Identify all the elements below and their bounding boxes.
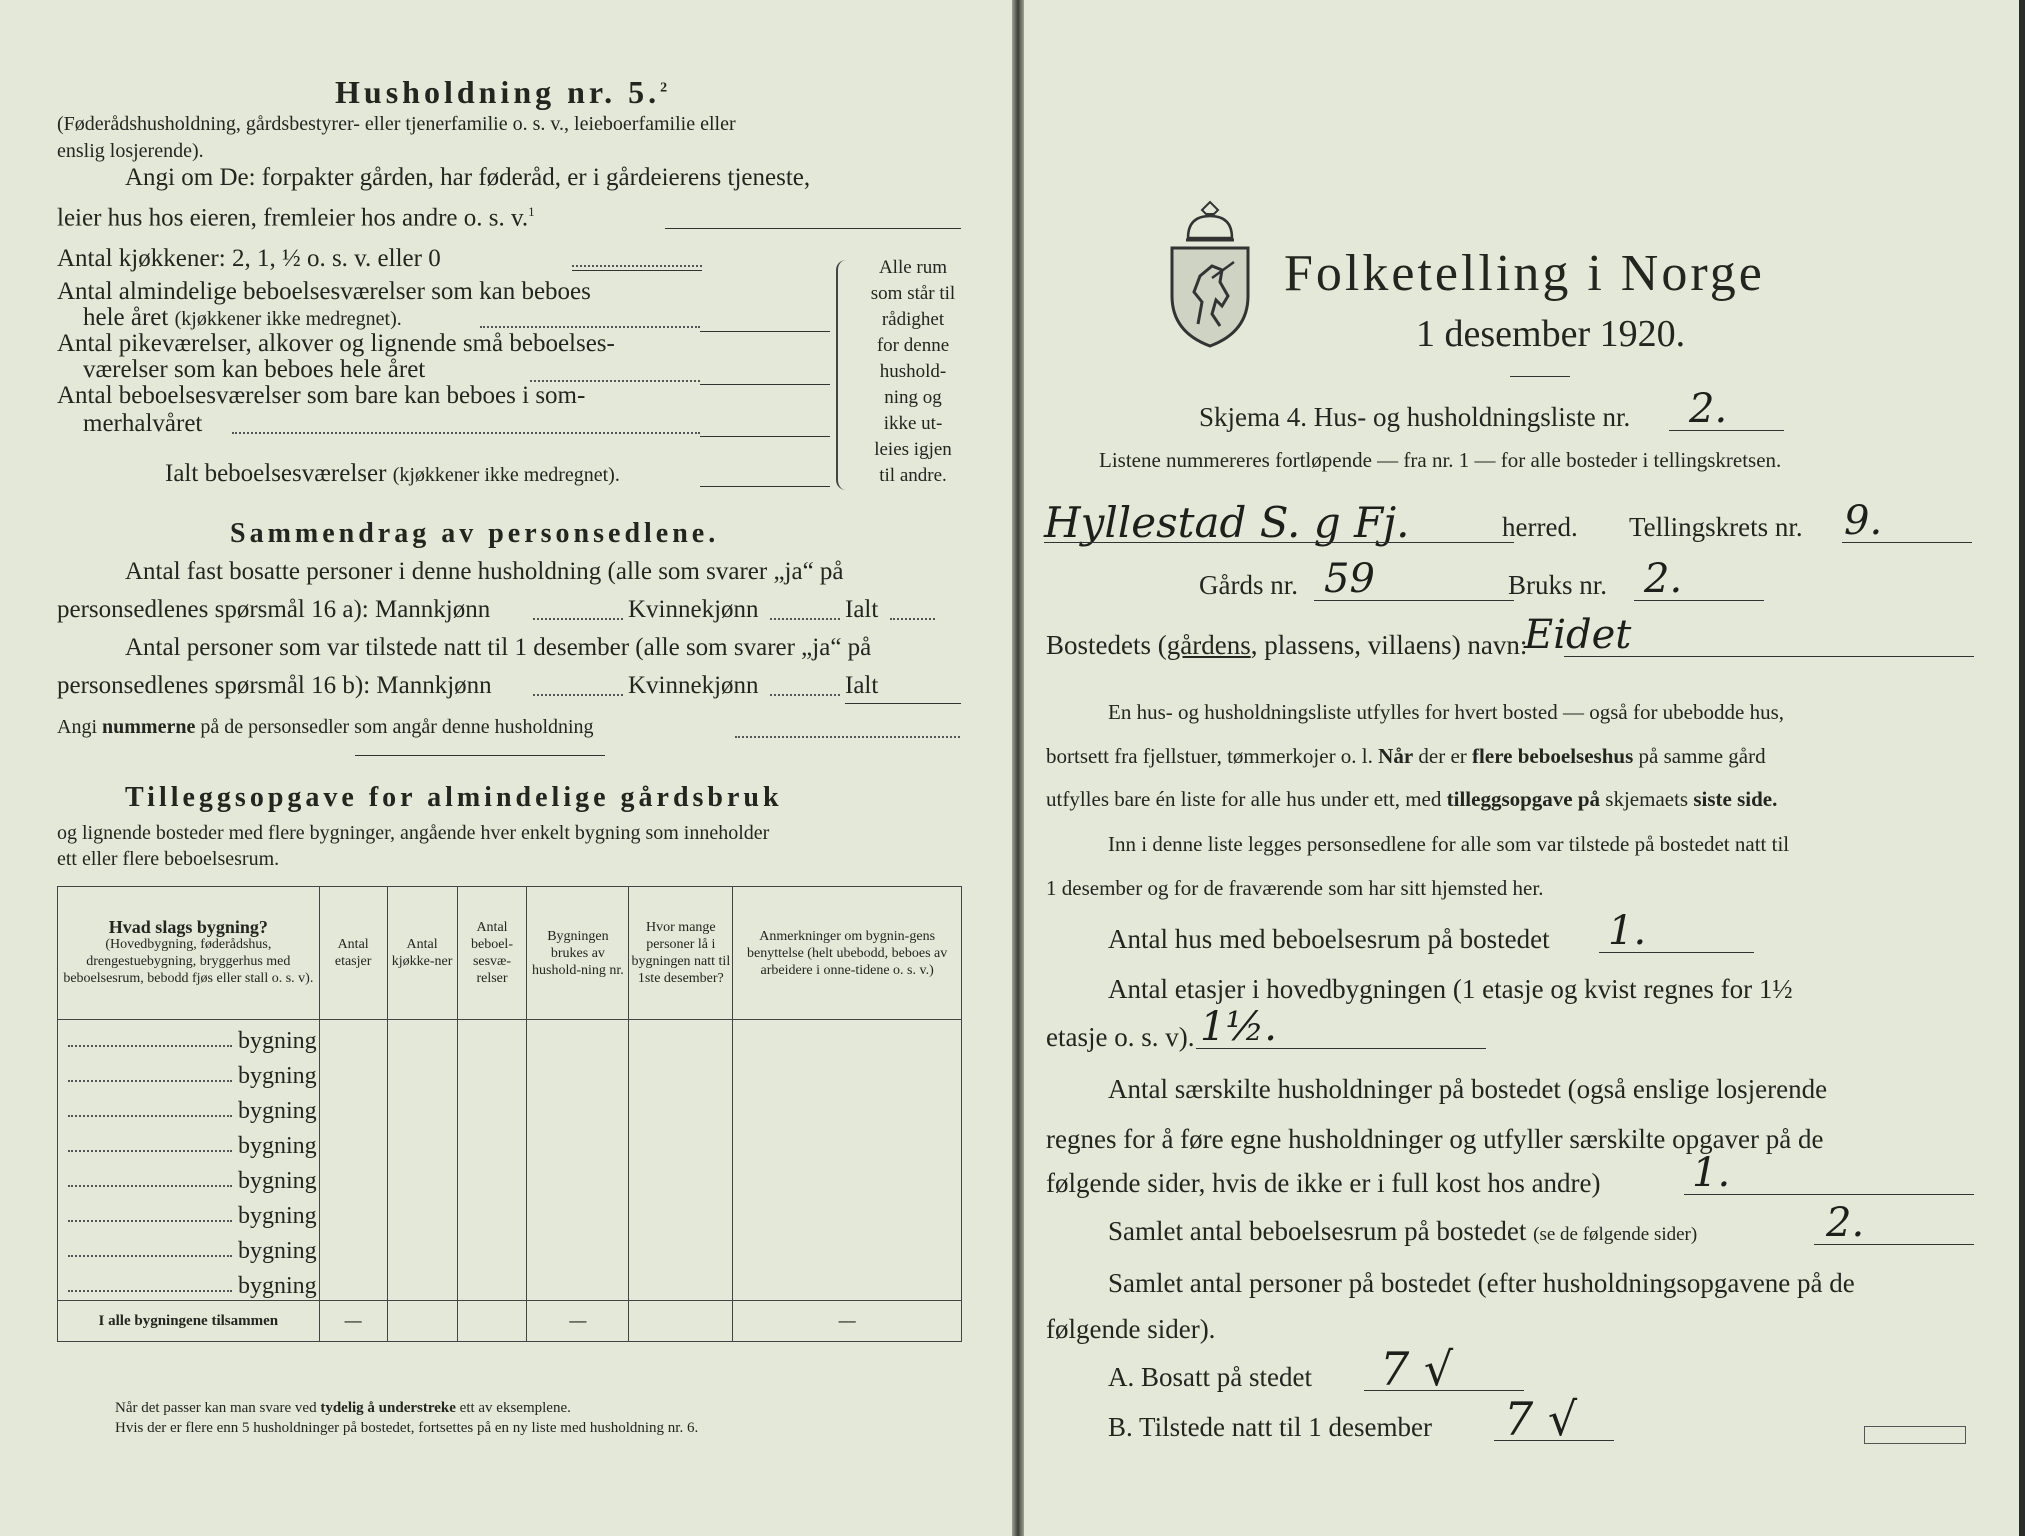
coat-of-arms-icon [1164,200,1256,355]
book-spine [1012,0,1024,1536]
household-note: (Føderådshusholdning, gårdsbestyrer- eller tjenerfamilie o. s. v., leieboerfamilie eller [57,113,736,135]
summary-1-female-field [770,618,840,620]
table-row [58,1125,962,1160]
rooms-3-label: Antal beboelsesværelser som bare kan beboes i som- [57,382,586,409]
summary-line-1: Antal fast bosatte personer i denne husholdning (alle som svarer „ja“ på [125,558,844,585]
kitchens-label: Antal kjøkkener: 2, 1, ½ o. s. v. eller 0 [57,245,441,272]
q-houses-answer-line [1599,952,1754,953]
brace-bracket [836,260,856,490]
bosted-answer: Eidet [1524,612,1632,658]
total-floors-dash: — [319,1301,387,1342]
q-floors-label: Antal etasjer i hovedbygningen (1 etasje og kvist regnes for 1½ [1108,974,1793,1004]
q-households-answer: 1. [1692,1150,1731,1196]
rooms-2-answer-line [700,384,830,385]
table-row [58,1230,962,1265]
footnote-1: Når det passer kan man svare ved tydelig å understreke ett av eksemplene. [115,1400,571,1416]
rooms-1-answer-line [700,331,830,332]
supplement-line-1: og lignende bosteder med flere bygninger, angående hver enkelt bygning som inneholder [57,822,770,844]
gards-answer-line [1314,600,1514,601]
kitchens-dots [572,265,702,267]
summary-line-1b: personsedlenes spørsmål 16 a): Mannkjønn [57,596,491,623]
gards-label: Gårds nr. [1199,570,1298,600]
summary-2-female-label: Kvinnekjønn [628,672,759,699]
q-floors-answer-line [1196,1048,1486,1049]
herred-label: herred. [1502,512,1578,542]
col-kitchens: Antal kjøkke-ner [387,887,457,1020]
left-page [0,0,1012,1536]
household-note-2: enslig losjerende). [57,140,204,162]
form-date: 1 desember 1920. [1416,313,1686,355]
summary-2-total-label: Ialt [845,672,879,699]
para-1a: En hus- og husholdningsliste utfylles for hvert bosted — også for ubebodde hus, [1108,700,1784,724]
tellingskrets-answer-line [1842,542,1972,543]
summary-1-female-label: Kvinnekjønn [628,596,759,623]
supplement-line-2: ett eller flere beboelsesrum. [57,848,280,870]
resident-label: A. Bosatt på stedet [1108,1362,1312,1392]
summary-line-2: Antal personer som var tilstede natt til 1 desember (alle som svarer „ja“ på [125,634,872,661]
total-remarks-dash: — [733,1301,962,1342]
schema-answer: 2. [1689,386,1728,432]
angi-answer-line [665,228,961,229]
q-floors-answer: 1½. [1200,1004,1277,1050]
rooms-2-label: Antal pikeværelser, alkover og lignende små beboelses- [57,330,615,357]
row-label: bygning [237,1133,317,1159]
table-row [58,1160,962,1195]
table-row [58,1265,962,1301]
resident-answer: 7 √ [1380,1342,1454,1396]
side-note: Alle rum som står til rådighet for denne hushold- ning og ikke ut- leies igjen til andre. [870,257,956,486]
kitchens-answer-line [572,270,702,271]
para-2b: 1 desember og for de fraværende som har sitt hjemsted her. [1046,876,1544,900]
total-rooms-answer-line [700,486,830,487]
q-houses-answer: 1. [1608,908,1647,954]
row-label: bygning [237,1098,317,1124]
total-rooms-label: Ialt beboelsesværelser (kjøkkener ikke medregnet). [165,460,620,487]
bosted-label: Bostedets (gårdens, plassens, villaens) navn: [1046,630,1528,660]
rooms-3-label-b: merhalvåret [83,410,203,437]
row-label: bygning [237,1273,317,1299]
q-floors-label-b: etasje o. s. v). [1046,1022,1195,1052]
row-label: bygning [237,1203,317,1229]
summary-2-male-field [533,694,623,696]
total-household-dash: — [527,1301,629,1342]
summary-1-male-field [533,618,623,620]
section-divider [355,755,605,756]
form-title: Folketelling i Norge [1284,245,1765,302]
present-answer: 7 √ [1504,1392,1578,1446]
para-1c: utfylles bare én liste for alle hus under ett, med tilleggsopgave på skjemaets siste side. [1046,787,1778,811]
summary-1-total-label: Ialt [845,596,879,623]
col-building-type: Hvad slags bygning? (Hovedbygning, føderådshus, drengestuebygning, bryggerhus med beboelsesrum, bebodd fjøs eller stall o. s. v). [58,887,320,1020]
q-rooms-answer: 2. [1826,1200,1865,1246]
row-label: bygning [237,1028,317,1054]
row-label: bygning [237,1238,317,1264]
col-persons: Hvor mange personer lå i bygningen natt til 1ste desember? [629,887,733,1020]
bruks-answer-line [1634,600,1764,601]
col-remarks: Anmerkninger om bygnin-gens benyttelse (helt ubebodd, beboes av arbeidere i onne-tidene o. s. v.) [733,887,962,1020]
numbering-note: Listene nummereres fortløpende — fra nr. 1 — for alle bosteder i tellingskretsen. [1099,448,1782,472]
summary-line-2b: personsedlenes spørsmål 16 b): Mannkjønn [57,672,492,699]
rooms-2-label-b: værelser som kan beboes hele året [83,356,426,383]
col-household-nr: Bygningen brukes av hushold-ning nr. [527,887,629,1020]
bruks-answer: 2. [1644,556,1683,602]
supplement-title: Tilleggsopgave for almindelige gårdsbruk [125,782,783,813]
q-households-label: Antal særskilte husholdninger på bostedet (også enslige losjerende [1108,1074,1828,1104]
summary-title: Sammendrag av personsedlene. [230,518,720,549]
footnote-2: Hvis der er flere enn 5 husholdninger på bostedet, fortsettes på en ny liste med husholdning nr. 6. [115,1420,699,1436]
summary-2-female-field [770,694,840,696]
rooms-3-dots [232,432,700,434]
q-persons-label-b: følgende sider). [1046,1314,1216,1344]
rooms-1-label: Antal almindelige beboelsesværelser som kan beboes [57,278,591,305]
household-title: Husholdning nr. 5.$^2$ [335,74,672,110]
q-households-label-c: følgende sider, hvis de ikke er i full kost hos andre) [1046,1168,1601,1198]
bosted-answer-line [1564,656,1974,657]
q-rooms-answer-line [1814,1244,1974,1245]
building-table [57,886,962,1342]
summary-2-total-field [845,703,961,704]
angi-numbers-field [735,736,960,738]
para-1b: bortsett fra fjellstuer, tømmerkojer o. l. Når der er flere beboelseshus på samme gård [1046,744,1766,768]
angi-numbers-label: Angi nummerne på de personsedler som angår denne husholdning [57,716,594,738]
present-label: B. Tilstede natt til 1 desember [1108,1412,1432,1442]
table-header-row [58,887,962,1020]
q-persons-label: Samlet antal personer på bostedet (efter husholdningsopgavene på de [1108,1268,1855,1298]
table-row [58,1090,962,1125]
schema-label: Skjema 4. Hus- og husholdningsliste nr. [1199,402,1631,432]
angi-line-2: leier hus hos eieren, fremleier hos andre o. s. v.$^1$ [57,204,535,232]
q-houses-label: Antal hus med beboelsesrum på bostedet [1108,924,1550,954]
right-page [1024,0,2019,1536]
table-row [58,1055,962,1090]
tellingskrets-label: Tellingskrets nr. [1629,512,1803,542]
gards-answer: 59 [1324,556,1375,602]
bruks-label: Bruks nr. [1508,570,1608,600]
table-row [58,1020,962,1056]
title-rule [1510,376,1570,377]
row-label: bygning [237,1063,317,1089]
table-row [58,1195,962,1230]
col-rooms: Antal beboel-sesvæ-relser [457,887,527,1020]
row-label: bygning [237,1168,317,1194]
q-households-answer-line [1684,1194,1974,1195]
angi-line-1: Angi om De: forpakter gården, har føderåd, er i gårdeierens tjeneste, [125,164,811,191]
para-2a: Inn i denne liste legges personsedlene for alle som var tilstede på bostedet natt til [1108,832,1790,856]
rooms-1-dots [480,326,700,328]
q-households-label-b: regnes for å føre egne husholdninger og utfyller særskilte opgaver på de [1046,1124,1824,1154]
herred-answer: Hyllestad S. g Fj. [1044,498,1410,547]
herred-answer-line [1044,542,1514,543]
col-floors: Antal etasjer [319,887,387,1020]
printer-stamp [1864,1426,1966,1444]
present-answer-line [1494,1440,1614,1441]
summary-1-total-field [890,618,935,620]
rooms-1-label-b: hele året (kjøkkener ikke medregnet). [83,304,402,331]
total-label: I alle bygningene tilsammen [58,1301,320,1342]
rooms-3-answer-line [700,436,830,437]
q-rooms-label: Samlet antal beboelsesrum på bostedet (se de følgende sider) [1108,1216,1698,1246]
resident-answer-line [1364,1390,1524,1391]
table-total-row [58,1301,962,1342]
tellingskrets-answer: 9. [1844,498,1883,544]
